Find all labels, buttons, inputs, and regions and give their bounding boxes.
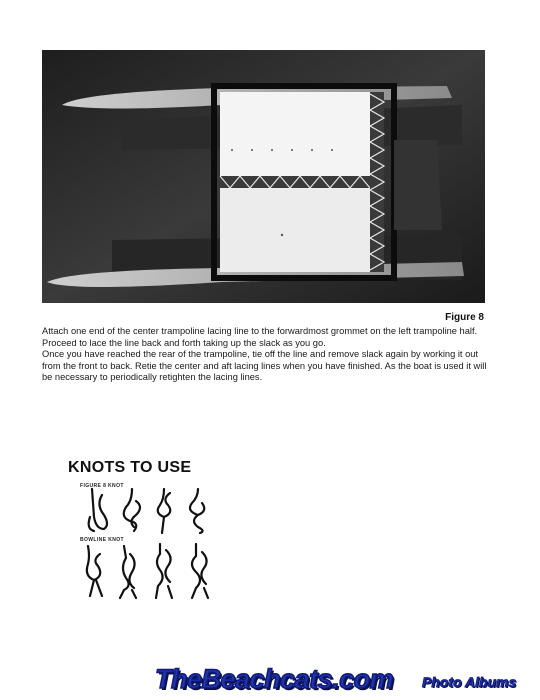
trampoline-photo-art	[42, 50, 485, 303]
knots-heading: KNOTS TO USE	[68, 459, 192, 476]
thebeachcats-watermark	[150, 660, 540, 700]
figure-caption: Figure 8	[445, 312, 484, 323]
watermark-section-name: Photo Albums	[422, 674, 517, 690]
instruction-paragraph-2: Once you have reached the rear of the trampoline, tie off the line and remove slack again by working it out from the front to back. Retie the center and aft lacing lines when you have finished. As the boat is used it will be necessary to periodically retighten the lacing lines.	[42, 349, 487, 382]
instructions-text	[42, 326, 487, 384]
watermark-site-name: TheBeachcats.com	[155, 664, 394, 694]
trampoline-photo	[42, 50, 485, 303]
bowline-knot-label: BOWLINE KNOT	[80, 537, 124, 543]
bowline-knot-diagram	[80, 542, 220, 602]
figure-eight-knot-label: FIGURE 8 KNOT	[80, 483, 124, 489]
instruction-paragraph-1: Attach one end of the center trampoline lacing line to the forwardmost grommet on the left trampoline half. Proceed to lace the line back and forth taking up the slack as you go.	[42, 326, 478, 348]
figure-eight-knot-diagram	[80, 487, 215, 535]
